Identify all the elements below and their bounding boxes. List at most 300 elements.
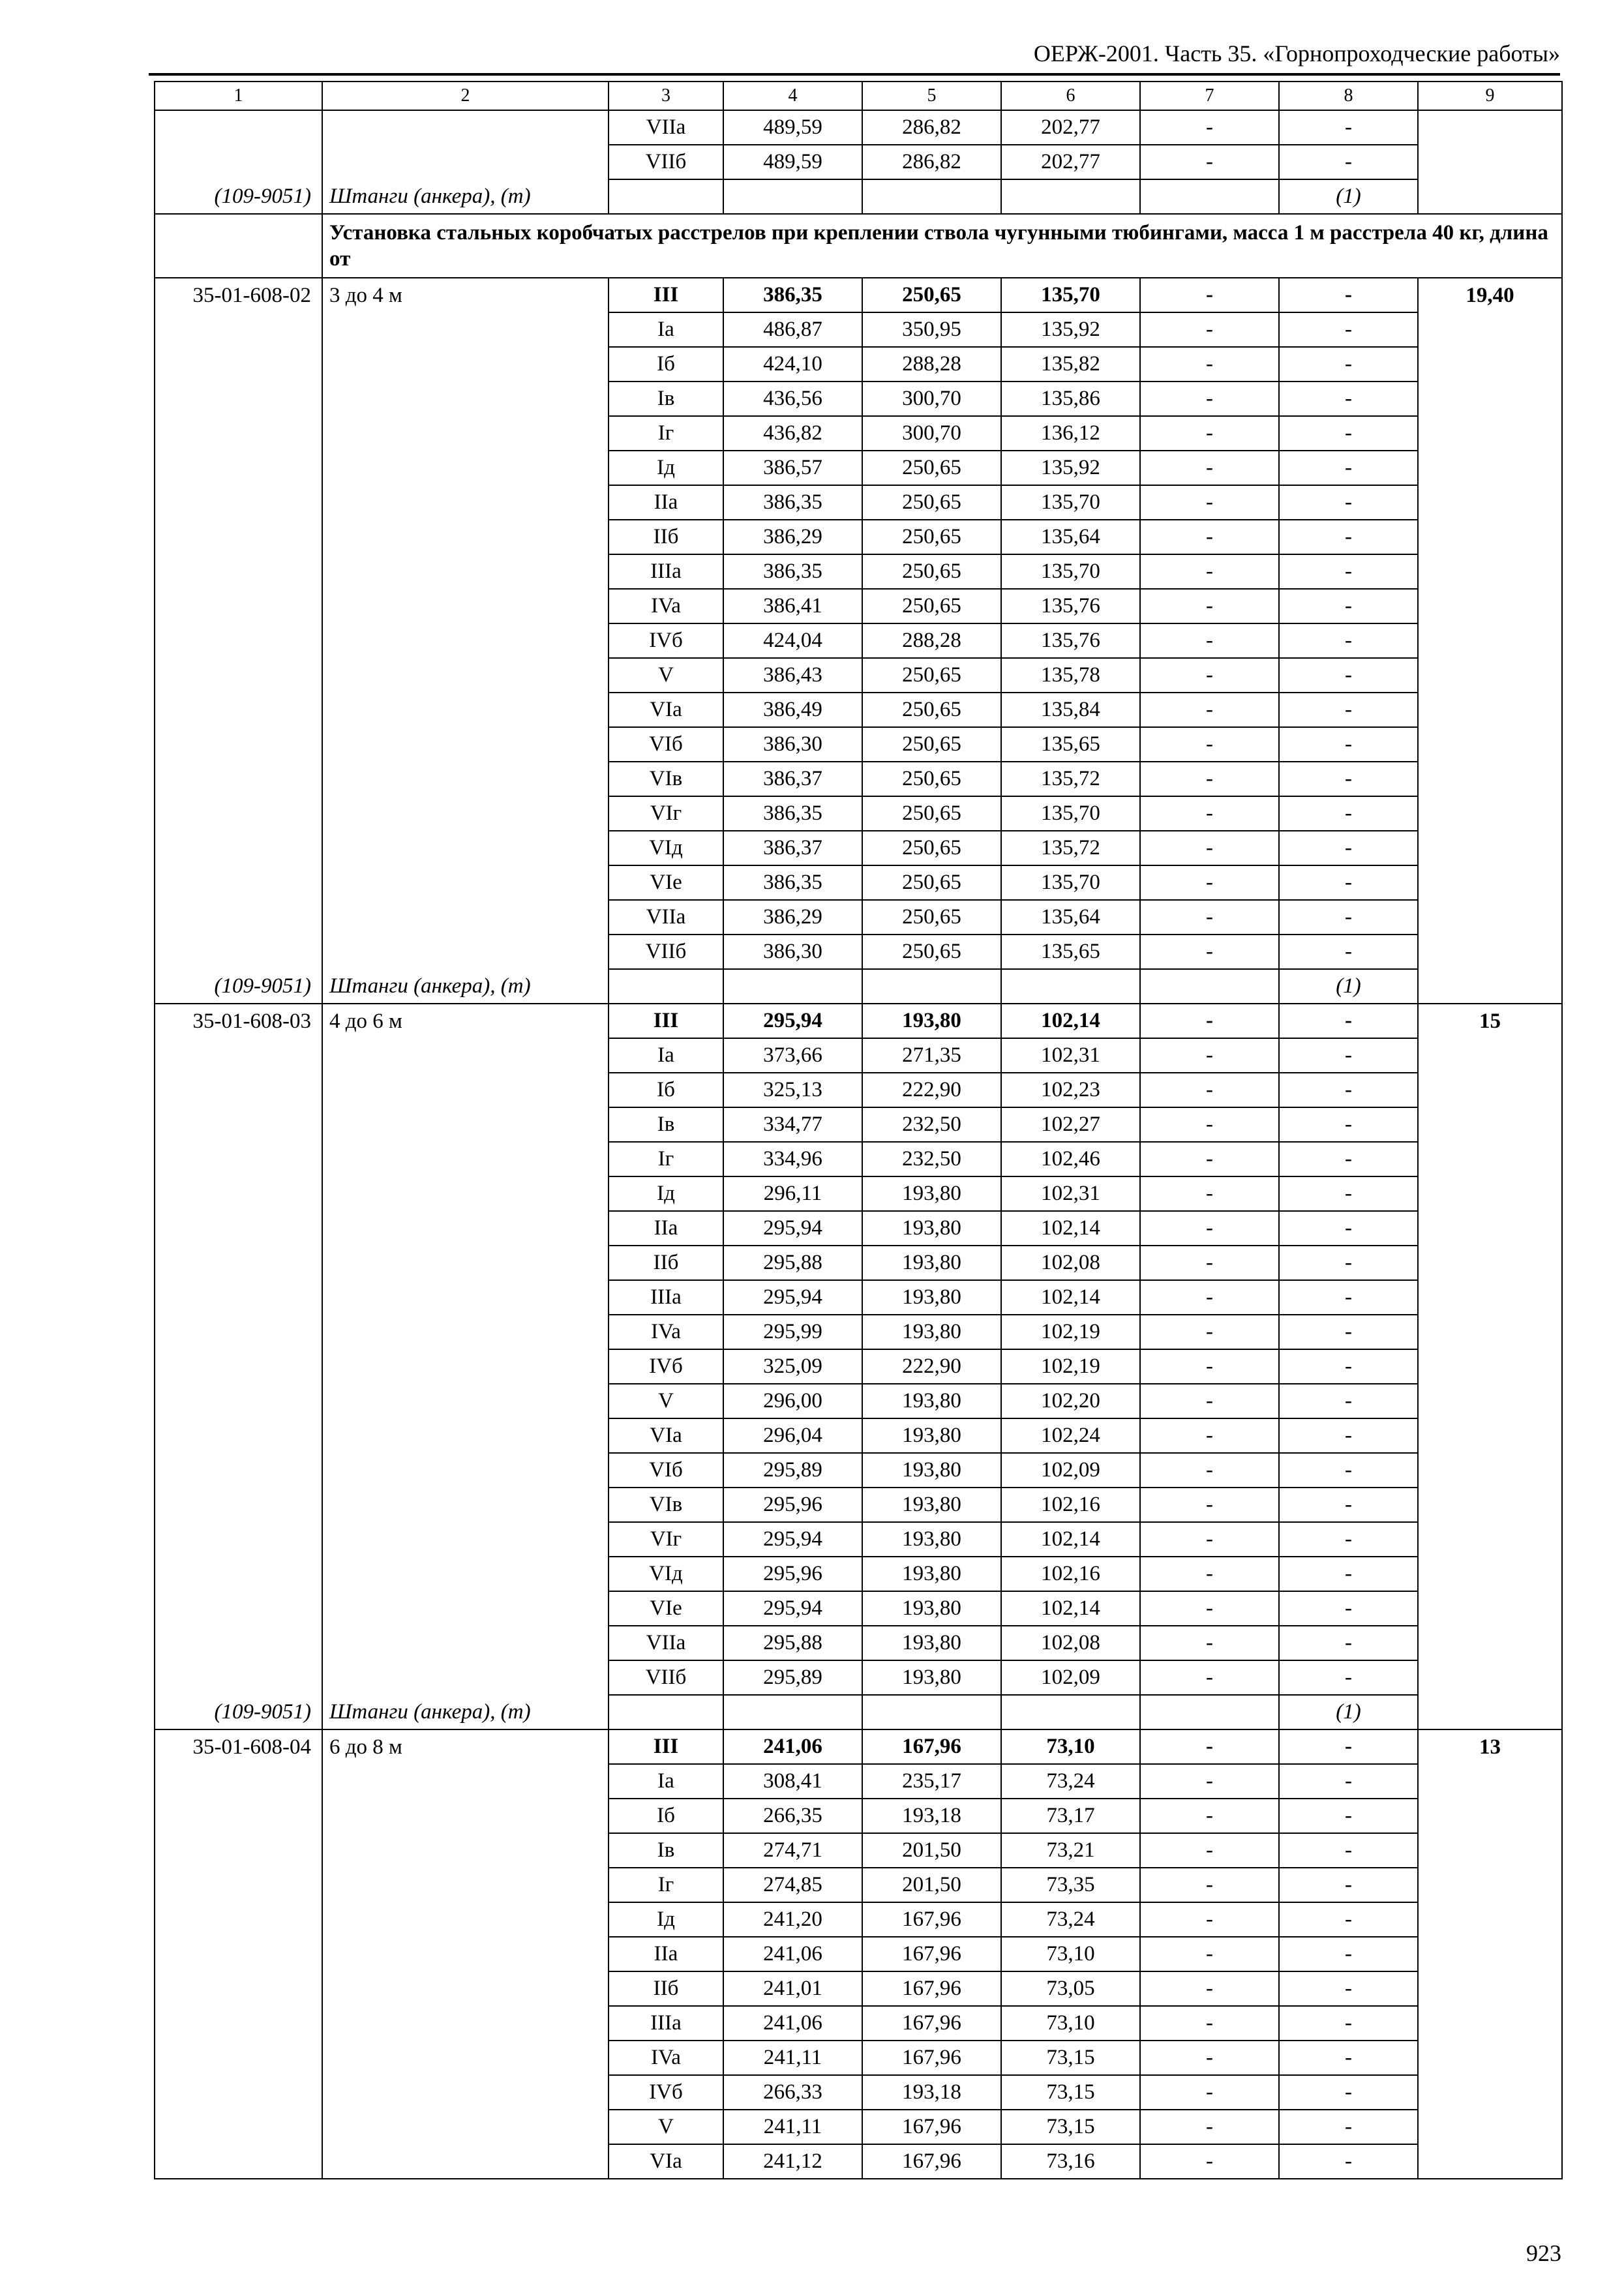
weight-cell xyxy=(1418,969,1562,1004)
norm-name xyxy=(322,1349,609,1384)
table-cell: 73,05 xyxy=(1001,1971,1140,2006)
table-row xyxy=(155,1971,1562,2006)
table-cell: 73,21 xyxy=(1001,1833,1140,1868)
weight-cell xyxy=(1418,1453,1562,1488)
table-cell: 193,80 xyxy=(862,1418,1001,1453)
table-row xyxy=(155,2144,1562,2179)
weight-cell xyxy=(1418,312,1562,347)
table-cell: 350,95 xyxy=(862,312,1001,347)
region-code: Iв xyxy=(609,1107,723,1142)
table-cell: - xyxy=(1279,1453,1418,1488)
table-cell: 167,96 xyxy=(862,1902,1001,1937)
table-cell: 73,16 xyxy=(1001,2144,1140,2179)
table-cell: 102,09 xyxy=(1001,1660,1140,1695)
norm-name xyxy=(322,2144,609,2179)
norm-name xyxy=(322,1453,609,1488)
table-cell: - xyxy=(1279,1937,1418,1971)
norms-table xyxy=(154,81,1563,2179)
table-cell: 241,06 xyxy=(723,1729,862,1764)
table-row xyxy=(155,1176,1562,1211)
col-num: 9 xyxy=(1418,82,1562,110)
norm-code xyxy=(155,1315,322,1349)
table-cell: 386,35 xyxy=(723,554,862,589)
table-cell: - xyxy=(1279,1729,1418,1764)
weight-cell xyxy=(1418,347,1562,382)
table-cell: 73,17 xyxy=(1001,1799,1140,1833)
table-row xyxy=(155,1107,1562,1142)
table-cell: 386,35 xyxy=(723,865,862,900)
norm-name xyxy=(322,796,609,831)
norm-code xyxy=(155,520,322,554)
table-cell: - xyxy=(1140,831,1279,865)
region-code: Ia xyxy=(609,312,723,347)
table-cell: - xyxy=(1140,1833,1279,1868)
table-cell: 235,17 xyxy=(862,1764,1001,1799)
table-cell: 250,65 xyxy=(862,900,1001,935)
table-cell: - xyxy=(1140,2075,1279,2110)
table-cell: - xyxy=(1140,1038,1279,1073)
table-cell: - xyxy=(1140,1660,1279,1695)
norm-code: 35-01-608-02 xyxy=(155,278,322,312)
table-row xyxy=(155,312,1562,347)
table-cell: - xyxy=(1140,382,1279,416)
table-cell: 102,08 xyxy=(1001,1246,1140,1280)
weight-cell xyxy=(1418,1764,1562,1799)
table-cell: - xyxy=(1279,1626,1418,1660)
table-cell: 274,85 xyxy=(723,1868,862,1902)
table-row xyxy=(155,623,1562,658)
table-cell: 135,70 xyxy=(1001,485,1140,520)
region-code: Ia xyxy=(609,1764,723,1799)
table-cell: 386,30 xyxy=(723,935,862,969)
norm-code xyxy=(155,416,322,451)
table-cell: - xyxy=(1140,1107,1279,1142)
table-cell: - xyxy=(1279,2144,1418,2179)
table-cell: - xyxy=(1279,416,1418,451)
table-cell: 135,72 xyxy=(1001,831,1140,865)
table-cell: 193,80 xyxy=(862,1246,1001,1280)
table-cell: 193,80 xyxy=(862,1280,1001,1315)
table-cell: 167,96 xyxy=(862,2006,1001,2041)
region-code: VIб xyxy=(609,1453,723,1488)
table-row xyxy=(155,1384,1562,1418)
table-cell: - xyxy=(1140,1453,1279,1488)
table-cell: 386,57 xyxy=(723,451,862,485)
table-cell: - xyxy=(1279,110,1418,145)
norm-name xyxy=(322,1384,609,1418)
weight-cell xyxy=(1418,1799,1562,1833)
norm-name xyxy=(322,762,609,796)
norm-code xyxy=(155,900,322,935)
table-cell: - xyxy=(1140,1176,1279,1211)
weight-cell xyxy=(1418,1695,1562,1729)
table-row xyxy=(155,796,1562,831)
weight-cell xyxy=(1418,1176,1562,1211)
region-code: IVa xyxy=(609,2041,723,2075)
region-code: VIa xyxy=(609,2144,723,2179)
table-cell: - xyxy=(1279,1107,1418,1142)
anchor-row xyxy=(155,1695,1562,1729)
norm-main-row xyxy=(155,1004,1562,1038)
norm-name xyxy=(322,623,609,658)
table-cell: - xyxy=(1279,1522,1418,1557)
table-cell: 250,65 xyxy=(862,520,1001,554)
norm-code xyxy=(155,762,322,796)
table-cell: - xyxy=(1140,416,1279,451)
norm-name xyxy=(322,2075,609,2110)
norm-name xyxy=(322,1280,609,1315)
table-cell: - xyxy=(1140,1073,1279,1107)
norm-name xyxy=(322,1488,609,1522)
region-code: IIIa xyxy=(609,2006,723,2041)
region-code: IVб xyxy=(609,623,723,658)
region-code: VIд xyxy=(609,1557,723,1591)
table-cell: 193,80 xyxy=(862,1453,1001,1488)
table-cell: - xyxy=(1279,1038,1418,1073)
weight-cell xyxy=(1418,658,1562,693)
table-cell: 274,71 xyxy=(723,1833,862,1868)
table-row xyxy=(155,485,1562,520)
table-cell: - xyxy=(1279,347,1418,382)
table-row xyxy=(155,1522,1562,1557)
table-cell: 436,82 xyxy=(723,416,862,451)
table-cell: 436,56 xyxy=(723,382,862,416)
table-cell: 135,70 xyxy=(1001,554,1140,589)
table-cell: 386,35 xyxy=(723,278,862,312)
weight-cell xyxy=(1418,485,1562,520)
table-row xyxy=(155,2006,1562,2041)
table-cell: - xyxy=(1279,554,1418,589)
region-code: IVa xyxy=(609,1315,723,1349)
table-row xyxy=(155,865,1562,900)
region-code: VIa xyxy=(609,693,723,727)
table-cell: - xyxy=(1279,1833,1418,1868)
table-cell: 241,01 xyxy=(723,1971,862,2006)
table-cell xyxy=(609,179,723,214)
table-row xyxy=(155,1868,1562,1902)
table-cell: 167,96 xyxy=(862,1937,1001,1971)
table-cell: 193,80 xyxy=(862,1211,1001,1246)
norm-name xyxy=(322,1073,609,1107)
norm-name xyxy=(322,2110,609,2144)
weight-cell xyxy=(1418,1349,1562,1384)
table-cell: 73,15 xyxy=(1001,2041,1140,2075)
norm-code xyxy=(155,727,322,762)
region-code: VIe xyxy=(609,1591,723,1626)
table-cell: 102,14 xyxy=(1001,1004,1140,1038)
table-cell: 193,18 xyxy=(862,2075,1001,2110)
table-cell: 295,94 xyxy=(723,1211,862,1246)
table-cell: 295,88 xyxy=(723,1626,862,1660)
table-cell: - xyxy=(1140,1868,1279,1902)
region-code: VIIб xyxy=(609,145,723,179)
table-cell: - xyxy=(1140,1246,1279,1280)
table-cell: 241,11 xyxy=(723,2110,862,2144)
table-cell: 222,90 xyxy=(862,1349,1001,1384)
norm-name xyxy=(322,589,609,623)
norm-name xyxy=(322,1315,609,1349)
table-cell: 266,33 xyxy=(723,2075,862,2110)
norm-main-row xyxy=(155,1729,1562,1764)
table-cell xyxy=(1001,1695,1140,1729)
norm-code xyxy=(155,658,322,693)
table-cell: 102,46 xyxy=(1001,1142,1140,1176)
table-cell: - xyxy=(1140,554,1279,589)
norm-code xyxy=(155,485,322,520)
table-cell: - xyxy=(1140,1142,1279,1176)
table-row xyxy=(155,693,1562,727)
norm-name xyxy=(322,935,609,969)
weight-cell xyxy=(1418,1522,1562,1557)
table-row xyxy=(155,1315,1562,1349)
table-cell: - xyxy=(1140,796,1279,831)
table-cell: 250,65 xyxy=(862,451,1001,485)
table-cell: 193,80 xyxy=(862,1004,1001,1038)
norm-name xyxy=(322,1833,609,1868)
norm-name: 3 до 4 м xyxy=(322,278,609,312)
table-cell: 135,92 xyxy=(1001,451,1140,485)
table-cell: 295,96 xyxy=(723,1488,862,1522)
table-row xyxy=(155,1488,1562,1522)
weight-cell xyxy=(1418,1107,1562,1142)
table-cell: 325,09 xyxy=(723,1349,862,1384)
table-cell: - xyxy=(1279,935,1418,969)
col-num: 4 xyxy=(723,82,862,110)
anchor-name: Штанги (анкера), (т) xyxy=(322,969,609,1004)
table-row xyxy=(155,1453,1562,1488)
table-cell: 135,82 xyxy=(1001,347,1140,382)
col-num: 5 xyxy=(862,82,1001,110)
weight-cell xyxy=(1418,1315,1562,1349)
table-row xyxy=(155,935,1562,969)
norm-name xyxy=(322,312,609,347)
table-row xyxy=(155,347,1562,382)
table-cell: - xyxy=(1279,1176,1418,1211)
table-cell: - xyxy=(1279,623,1418,658)
region-code: Iг xyxy=(609,1142,723,1176)
table-cell: 386,37 xyxy=(723,831,862,865)
table-cell: 295,89 xyxy=(723,1453,862,1488)
norm-name xyxy=(322,1902,609,1937)
norm-code xyxy=(155,1833,322,1868)
table-cell: 135,72 xyxy=(1001,762,1140,796)
table-cell: - xyxy=(1140,2110,1279,2144)
norm-name xyxy=(322,451,609,485)
header-rule xyxy=(149,73,1560,76)
table-cell: 135,76 xyxy=(1001,589,1140,623)
region-code: VIa xyxy=(609,1418,723,1453)
table-cell: 300,70 xyxy=(862,416,1001,451)
norm-code xyxy=(155,1799,322,1833)
region-code: Iб xyxy=(609,1799,723,1833)
norm-code xyxy=(155,1280,322,1315)
table-cell: - xyxy=(1140,1315,1279,1349)
table-row xyxy=(155,2041,1562,2075)
table-cell: 295,89 xyxy=(723,1660,862,1695)
table-cell: 102,08 xyxy=(1001,1626,1140,1660)
table-cell: - xyxy=(1279,1004,1418,1038)
table-cell: 295,94 xyxy=(723,1280,862,1315)
weight-cell xyxy=(1418,1384,1562,1418)
table-cell xyxy=(609,969,723,1004)
table-row xyxy=(155,831,1562,865)
norm-code xyxy=(155,451,322,485)
norm-code xyxy=(155,2006,322,2041)
table-row xyxy=(155,658,1562,693)
table-cell: 167,96 xyxy=(862,1971,1001,2006)
weight-cell xyxy=(1418,382,1562,416)
table-cell: 222,90 xyxy=(862,1073,1001,1107)
norm-code xyxy=(155,796,322,831)
table-cell: 250,65 xyxy=(862,554,1001,589)
table-cell: 102,14 xyxy=(1001,1211,1140,1246)
table-cell: - xyxy=(1279,1246,1418,1280)
table-cell: 489,59 xyxy=(723,110,862,145)
table-cell: 250,65 xyxy=(862,831,1001,865)
table-cell: 386,37 xyxy=(723,762,862,796)
table-cell: 73,10 xyxy=(1001,1937,1140,1971)
table-cell: - xyxy=(1140,145,1279,179)
weight-cell xyxy=(1418,935,1562,969)
table-cell: 135,78 xyxy=(1001,658,1140,693)
norm-code xyxy=(155,1176,322,1211)
table-row xyxy=(155,2075,1562,2110)
table-cell: 489,59 xyxy=(723,145,862,179)
table-row xyxy=(155,1626,1562,1660)
norm-name: 6 до 8 м xyxy=(322,1729,609,1764)
table-cell: - xyxy=(1279,1557,1418,1591)
weight-cell xyxy=(1418,2110,1562,2144)
norm-code xyxy=(155,1591,322,1626)
region-code: VIв xyxy=(609,762,723,796)
table-cell: - xyxy=(1140,727,1279,762)
norm-code xyxy=(155,110,322,145)
norm-name xyxy=(322,554,609,589)
weight-cell xyxy=(1418,623,1562,658)
table-cell: - xyxy=(1140,762,1279,796)
table-cell: - xyxy=(1279,1418,1418,1453)
table-cell: 193,18 xyxy=(862,1799,1001,1833)
table-cell: - xyxy=(1279,485,1418,520)
table-cell: - xyxy=(1279,1902,1418,1937)
region-code: IIa xyxy=(609,1211,723,1246)
table-cell: 73,35 xyxy=(1001,1868,1140,1902)
table-row xyxy=(155,416,1562,451)
table-cell: 135,70 xyxy=(1001,278,1140,312)
norm-name xyxy=(322,1211,609,1246)
region-code: IIIa xyxy=(609,554,723,589)
region-code: IIIa xyxy=(609,1280,723,1315)
norm-name xyxy=(322,727,609,762)
table-cell: 102,14 xyxy=(1001,1522,1140,1557)
norm-code xyxy=(155,1453,322,1488)
table-cell: - xyxy=(1279,1868,1418,1902)
table-cell: 334,96 xyxy=(723,1142,862,1176)
table-cell: 193,80 xyxy=(862,1315,1001,1349)
weight-cell xyxy=(1418,2041,1562,2075)
table-cell: - xyxy=(1140,1902,1279,1937)
region-code: VIд xyxy=(609,831,723,865)
table-cell: - xyxy=(1140,589,1279,623)
weight-cell xyxy=(1418,762,1562,796)
table-cell: 135,86 xyxy=(1001,382,1140,416)
table-cell: - xyxy=(1140,693,1279,727)
norm-name xyxy=(322,1799,609,1833)
table-cell: - xyxy=(1279,865,1418,900)
weight-cell: 15 xyxy=(1418,1004,1562,1038)
table-cell xyxy=(609,1695,723,1729)
table-row xyxy=(155,1764,1562,1799)
norm-code xyxy=(155,1073,322,1107)
page-number: 923 xyxy=(1526,2240,1561,2266)
weight-cell xyxy=(1418,2144,1562,2179)
norm-code xyxy=(155,1902,322,1937)
table-cell: - xyxy=(1140,1971,1279,2006)
table-cell: 241,06 xyxy=(723,1937,862,1971)
table-cell: - xyxy=(1140,1349,1279,1384)
table-row xyxy=(155,451,1562,485)
table-cell: 193,80 xyxy=(862,1557,1001,1591)
weight-cell xyxy=(1418,451,1562,485)
table-cell: 102,31 xyxy=(1001,1176,1140,1211)
table-cell: 386,35 xyxy=(723,796,862,831)
table-row xyxy=(155,1142,1562,1176)
column-numbers-row xyxy=(155,82,1562,110)
table-cell xyxy=(1140,969,1279,1004)
table-cell: 135,65 xyxy=(1001,935,1140,969)
norm-code xyxy=(155,1384,322,1418)
norm-code: 35-01-608-04 xyxy=(155,1729,322,1764)
section-title: Установка стальных коробчатых расстрелов при креплении ствола чугунными тюбингами, масса 1 м расстрела 40 кг, длина от xyxy=(322,214,1562,278)
table-cell: 241,06 xyxy=(723,2006,862,2041)
table-cell: 102,19 xyxy=(1001,1349,1140,1384)
table-cell: - xyxy=(1140,1764,1279,1799)
region-code: IVб xyxy=(609,2075,723,2110)
region-code: VIIб xyxy=(609,935,723,969)
region-code: III xyxy=(609,1729,723,1764)
weight-cell xyxy=(1418,1211,1562,1246)
norm-code xyxy=(155,1038,322,1073)
table-cell: - xyxy=(1279,1349,1418,1384)
norm-name xyxy=(322,900,609,935)
weight-cell xyxy=(1418,1246,1562,1280)
table-cell: 241,11 xyxy=(723,2041,862,2075)
table-cell: 241,12 xyxy=(723,2144,862,2179)
anchor-qty: (1) xyxy=(1279,1695,1418,1729)
norm-code xyxy=(155,382,322,416)
table-cell: - xyxy=(1140,900,1279,935)
table-cell: 386,43 xyxy=(723,658,862,693)
region-code: Iд xyxy=(609,1176,723,1211)
table-cell xyxy=(862,969,1001,1004)
table-row xyxy=(155,727,1562,762)
section-title-row xyxy=(155,214,1562,278)
region-code: Iг xyxy=(609,1868,723,1902)
region-code: Iв xyxy=(609,382,723,416)
norm-code xyxy=(155,1246,322,1280)
norm-main-row xyxy=(155,278,1562,312)
table-cell: - xyxy=(1279,2006,1418,2041)
norm-code xyxy=(155,1937,322,1971)
region-code: Iд xyxy=(609,1902,723,1937)
weight-cell xyxy=(1418,1418,1562,1453)
weight-cell xyxy=(1418,900,1562,935)
table-cell: - xyxy=(1140,2144,1279,2179)
weight-cell xyxy=(1418,1660,1562,1695)
norm-name xyxy=(322,1660,609,1695)
table-cell: - xyxy=(1279,278,1418,312)
table-row xyxy=(155,589,1562,623)
